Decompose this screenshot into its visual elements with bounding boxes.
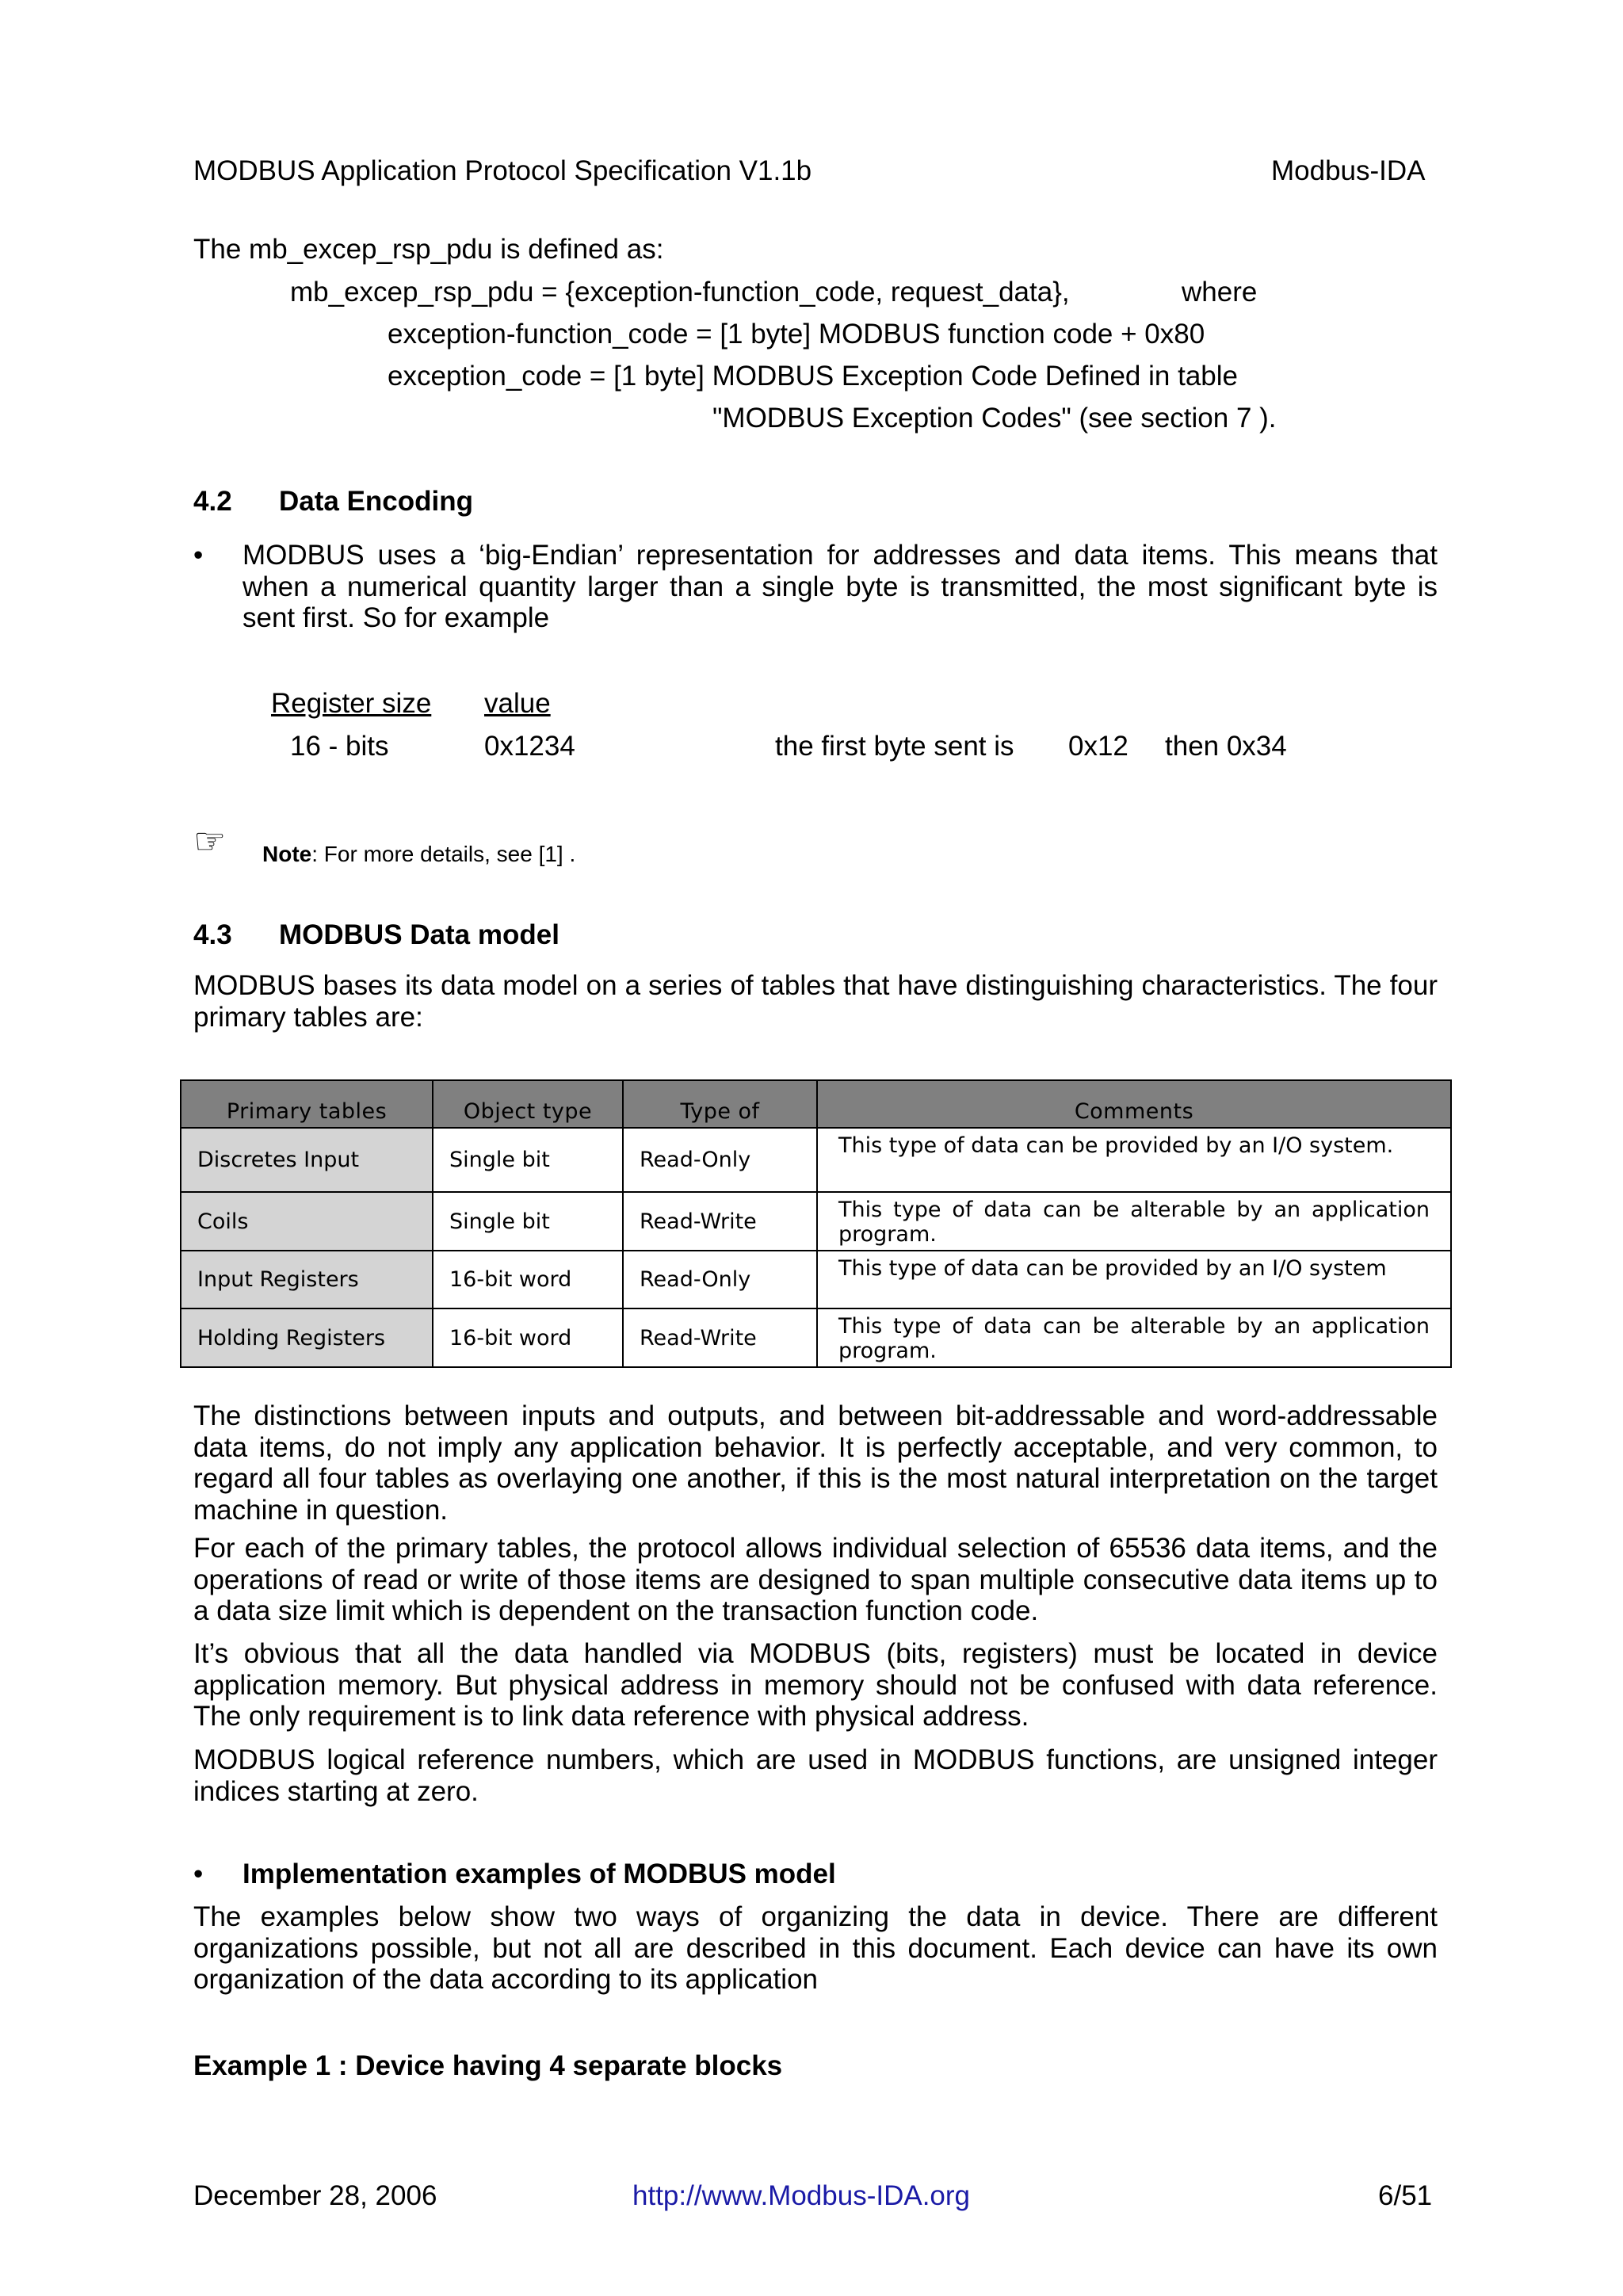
bullet: • — [193, 540, 204, 571]
cell-type-of: Read-Write — [623, 1192, 817, 1251]
table-row — [181, 1308, 1451, 1367]
intro-line-3: exception-function_code = [1 byte] MODBUS function code + 0x80 — [388, 319, 1205, 350]
section-4-3-title: MODBUS Data model — [279, 919, 559, 950]
footer-link[interactable]: http://www.Modbus-IDA.org — [632, 2180, 970, 2211]
intro-line-2: mb_excep_rsp_pdu = {exception-function_code, request_data}, — [290, 277, 1070, 308]
intro-line-4: exception_code = [1 byte] MODBUS Exception Code Defined in table — [388, 361, 1238, 392]
footer-date: December 28, 2006 — [193, 2180, 437, 2211]
header-org: Modbus-IDA — [1271, 155, 1426, 186]
encoding-paragraph: MODBUS uses a ‘big-Endian’ representation for addresses and data items. This means that when a numerical quantity larger than a single byte is transmitted, the most significant byte is sent first. So for example — [242, 540, 1438, 633]
cell-type-of: Read-Write — [623, 1308, 817, 1367]
paragraph-examples: The examples below show two ways of organizing the data in device. There are different organizations possible, but not all are described in this document. Each device can have its own organization of the data according to its application — [193, 1901, 1438, 1995]
table-row — [181, 1128, 1451, 1192]
second-byte-text: then 0x34 — [1165, 731, 1287, 762]
cell-primary-table: Discretes Input — [181, 1128, 433, 1192]
first-byte-value: 0x12 — [1068, 731, 1128, 762]
cell-object-type: Single bit — [433, 1128, 623, 1192]
paragraph-memory: It’s obvious that all the data handled via MODBUS (bits, registers) must be located in device application memory. But physical address in memory should not be confused with data reference. The only requirement is to link data reference with physical address. — [193, 1638, 1438, 1732]
intro-line-5: "MODBUS Exception Codes" (see section 7 ). — [712, 403, 1277, 434]
section-4-2-number: 4.2 — [193, 486, 232, 517]
cell-type-of: Read-Only — [623, 1128, 817, 1192]
value-heading: value — [484, 688, 551, 719]
implementation-heading: Implementation examples of MODBUS model — [242, 1859, 836, 1889]
section-4-3-number: 4.3 — [193, 919, 232, 950]
intro-line-1: The mb_excep_rsp_pdu is defined as: — [193, 234, 664, 265]
cell-primary-table: Holding Registers — [181, 1308, 433, 1367]
table-row — [181, 1192, 1451, 1251]
cell-primary-table: Coils — [181, 1192, 433, 1251]
cell-object-type: 16-bit word — [433, 1251, 623, 1308]
cell-comment: This type of data can be alterable by an application program. — [817, 1308, 1451, 1367]
header-comments: Comments — [817, 1080, 1451, 1128]
section-4-2-title: Data Encoding — [279, 486, 474, 517]
table-header-row — [181, 1080, 1451, 1128]
first-byte-text: the first byte sent is — [775, 731, 1014, 762]
intro-where: where — [1182, 277, 1258, 308]
note — [262, 841, 575, 868]
primary-tables — [180, 1079, 1452, 1368]
example-heading: Example 1 : Device having 4 separate blocks — [193, 2050, 783, 2081]
cell-comment: This type of data can be provided by an I/O system — [817, 1251, 1451, 1308]
register-size-value: 16 - bits — [290, 731, 389, 762]
cell-primary-table: Input Registers — [181, 1251, 433, 1308]
table-row — [181, 1251, 1451, 1308]
header-primary-tables: Primary tables — [181, 1080, 433, 1128]
cell-type-of: Read-Only — [623, 1251, 817, 1308]
cell-comment: This type of data can be alterable by an application program. — [817, 1192, 1451, 1251]
note-text: : For more details, see [1] . — [311, 842, 576, 866]
cell-object-type: 16-bit word — [433, 1308, 623, 1367]
paragraph-distinctions: The distinctions between inputs and outputs, and between bit-addressable and word-addressable data items, do not imply any application behavior. It is perfectly acceptable, and very common, to regard all four tables as overlaying one another, if this is the most natural interpretation on the target machine in question. — [193, 1400, 1438, 1526]
footer-page-number: 6/51 — [1378, 2180, 1433, 2211]
paragraph-reference-numbers: MODBUS logical reference numbers, which are used in MODBUS functions, are unsigned integer indices starting at zero. — [193, 1744, 1438, 1807]
header-type-of: Type of — [623, 1080, 817, 1128]
value-value: 0x1234 — [484, 731, 575, 762]
header-object-type: Object type — [433, 1080, 623, 1128]
cell-comment: This type of data can be provided by an I/O system. — [817, 1128, 1451, 1192]
pointing-hand-icon: ☞ — [193, 819, 227, 862]
register-size-heading: Register size — [271, 688, 432, 719]
cell-object-type: Single bit — [433, 1192, 623, 1251]
note-label: Note — [262, 842, 312, 866]
header-title: MODBUS Application Protocol Specification V1.1b — [193, 155, 812, 186]
bullet: • — [193, 1859, 204, 1889]
paragraph-primary-tables: For each of the primary tables, the protocol allows individual selection of 65536 data items, and the operations of read or write of those items are designed to span multiple consecutive data items up to a data size limit which is dependent on the transaction function code. — [193, 1533, 1438, 1626]
data-model-intro: MODBUS bases its data model on a series of tables that have distinguishing characteristics. The four primary tables are: — [193, 970, 1438, 1033]
